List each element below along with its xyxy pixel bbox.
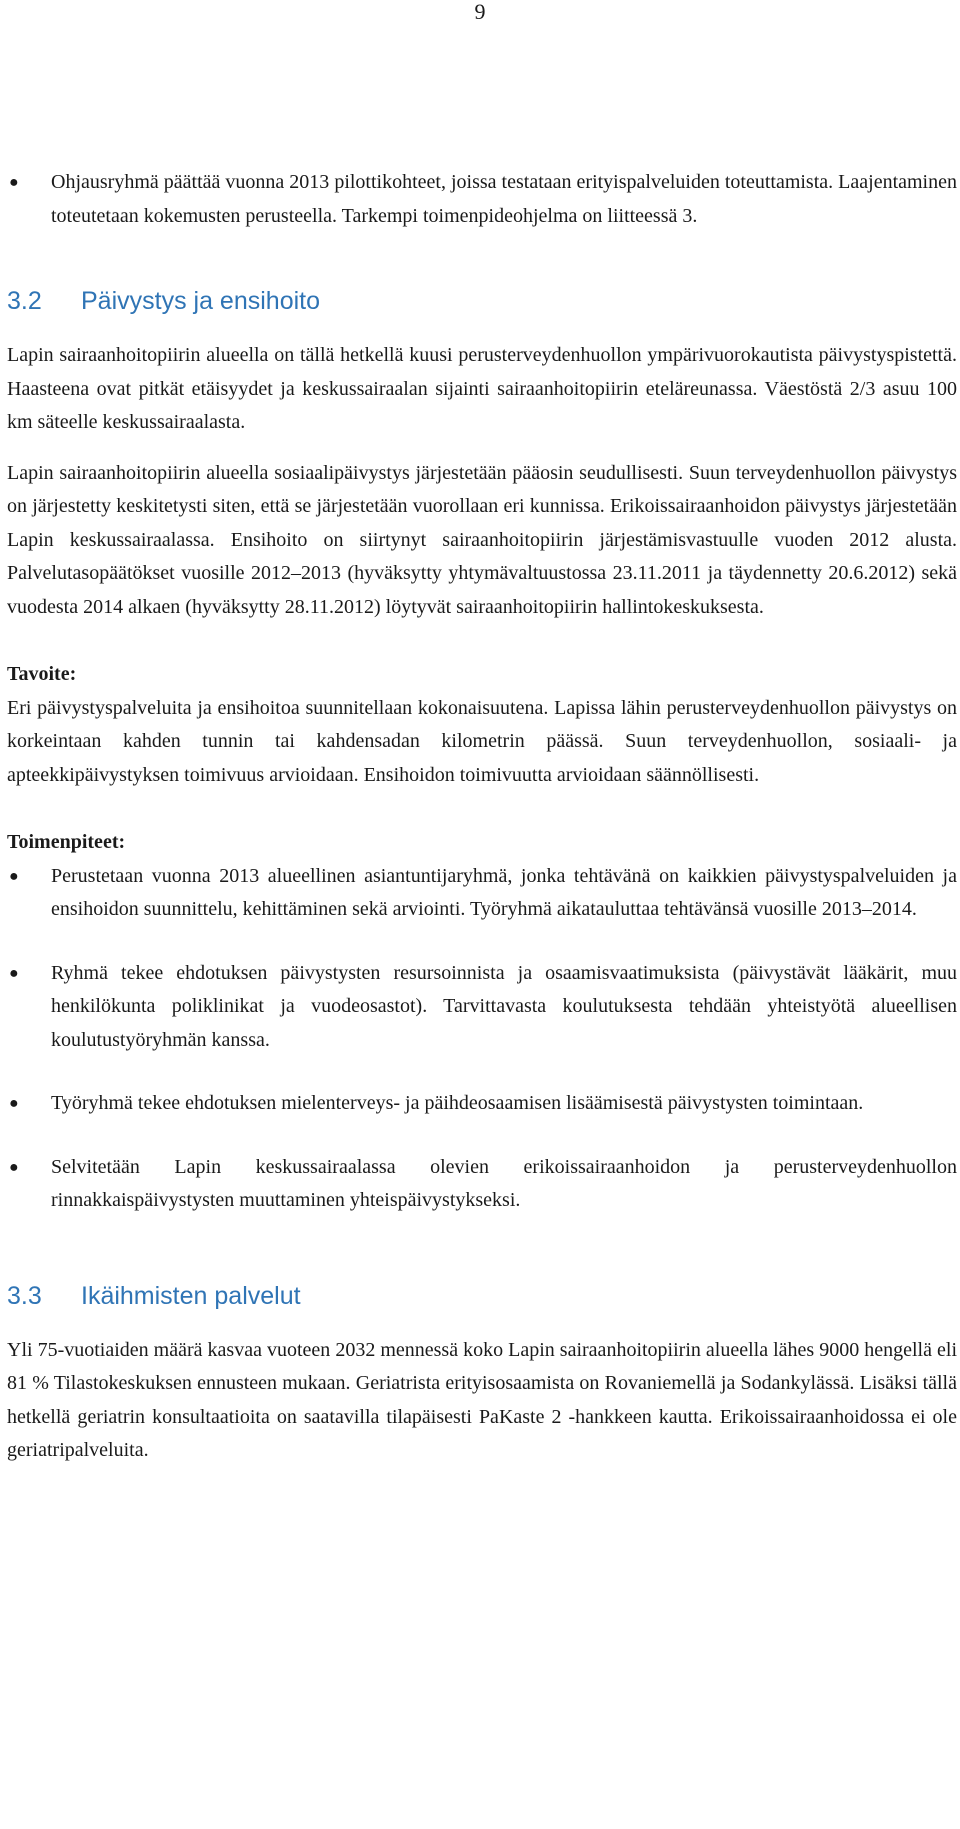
actions-list [7, 860, 957, 1218]
list-item-text: Ryhmä tekee ehdotuksen päivystysten resursoinnista ja osaamisvaatimuksista (päivystävät lääkärit, muu henkilökunta poliklinikat ja vuodeosastot). Tarvittavasta koulutuksesta tehdään yhteistyötä alueellisen koulutustyöryhmän kanssa. [51, 961, 957, 1051]
actions-label: Toimenpiteet: [7, 831, 126, 853]
section-heading-3-2 [7, 286, 957, 316]
bullet-icon: ● [9, 1158, 19, 1176]
section-number: 3.2 [7, 287, 42, 315]
list-item-text: Selvitetään Lapin keskussairaalassa olevien erikoissairaanhoidon ja perusterveydenhuollon rinnakkaispäivystysten muuttaminen yhteispäivystykseksi. [51, 1155, 957, 1211]
goal-text: Eri päivystyspalveluita ja ensihoitoa suunnitellaan kokonaisuutena. Lapissa lähin perusterveydenhuollon päivystys on korkeintaan kahden tunnin tai kahdensadan kilometrin päässä. Suun terveydenhuollon, sosiaali- ja apteekkipäivystyksen toimivuus arvioidaan. Ensihoidon toimivuutta arvioidaan säännöllisesti. [7, 696, 957, 786]
bullet-icon: ● [9, 867, 19, 885]
list-item-text: Ohjausryhmä päättää vuonna 2013 pilottikohteet, joissa testataan erityispalveluiden toteuttamista. Laajentaminen toteutetaan kokemusten perusteella. Tarkempi toimenpideohjelma on liitteessä 3. [51, 171, 957, 227]
list-item [7, 1087, 957, 1121]
intro-list [7, 166, 957, 233]
list-item [7, 860, 957, 927]
list-item [7, 1151, 957, 1218]
section-number: 3.3 [7, 1281, 42, 1310]
paragraph: Yli 75-vuotiaiden määrä kasvaa vuoteen 2032 mennessä koko Lapin sairaanhoitopiirin alueella lähes 9000 hengellä eli 81 % Tilastokeskuksen ennusteen mukaan. Geriatrista erityisosaamista on Rovaniemellä ja Sodankylässä. Lisäksi tällä hetkellä geriatrin konsultaatioita on saatavilla tilapäisesti PaKaste 2 -hankkeen kautta. Erikoissairaanhoidossa ei ole geriatripalveluita. [7, 1338, 957, 1461]
document-body [7, 160, 957, 1468]
bullet-icon: ● [9, 174, 19, 191]
section-title: Ikäihmisten palvelut [81, 1281, 301, 1310]
paragraph: Lapin sairaanhoitopiirin alueella on tällä hetkellä kuusi perusterveydenhuollon ympärivuorokautista päivystyspistettä. Haasteena ovat pitkät etäisyydet ja keskussairaalan sijainti sairaanhoitopiirin eteläreunassa. Väestöstä 2/3 asuu 100 km säteelle keskussairaalasta. [7, 344, 957, 433]
bullet-icon: ● [9, 964, 19, 982]
list-item [7, 957, 957, 1058]
list-item-text: Työryhmä tekee ehdotuksen mielenterveys- ja päihdeosaamisen lisäämisestä päivystysten toimintaan. [51, 1092, 864, 1114]
page-number: 9 [474, 0, 486, 24]
goal-label: Tavoite: [7, 663, 77, 685]
bullet-icon: ● [9, 1095, 19, 1112]
list-item-text: Perustetaan vuonna 2013 alueellinen asiantuntijaryhmä, jonka tehtävänä on kaikkien päivystyspalveluiden ja ensihoidon suunnittelu, kehittäminen sekä arviointi. Työryhmä aikatauluttaa tehtävänsä vuosille 2013–2014. [51, 864, 957, 920]
paragraph: Lapin sairaanhoitopiirin alueella sosiaalipäivystys järjestetään pääosin seudullisesti. Suun terveydenhuollon päivystys on järjestetty keskitetysti siten, että se järjestetään vuorollaan eri kunnissa. Erikoissairaanhoidon päivystys järjestetään Lapin keskussairaalassa. Ensihoito on siirtynyt sairaanhoitopiirin järjestämisvastuulle vuoden 2012 alusta. Palvelutasopäätökset vuosille 2012–2013 (hyväksytty yhtymävaltuustossa 23.11.2011 ja täydennetty 20.6.2012) sekä vuodesta 2014 alkaen (hyväksytty 28.11.2012) löytyvät sairaanhoitopiirin hallintokeskuksesta. [7, 461, 957, 618]
section-heading-3-3 [7, 1281, 957, 1311]
list-item [7, 166, 957, 233]
section-title: Päivystys ja ensihoito [81, 287, 321, 315]
